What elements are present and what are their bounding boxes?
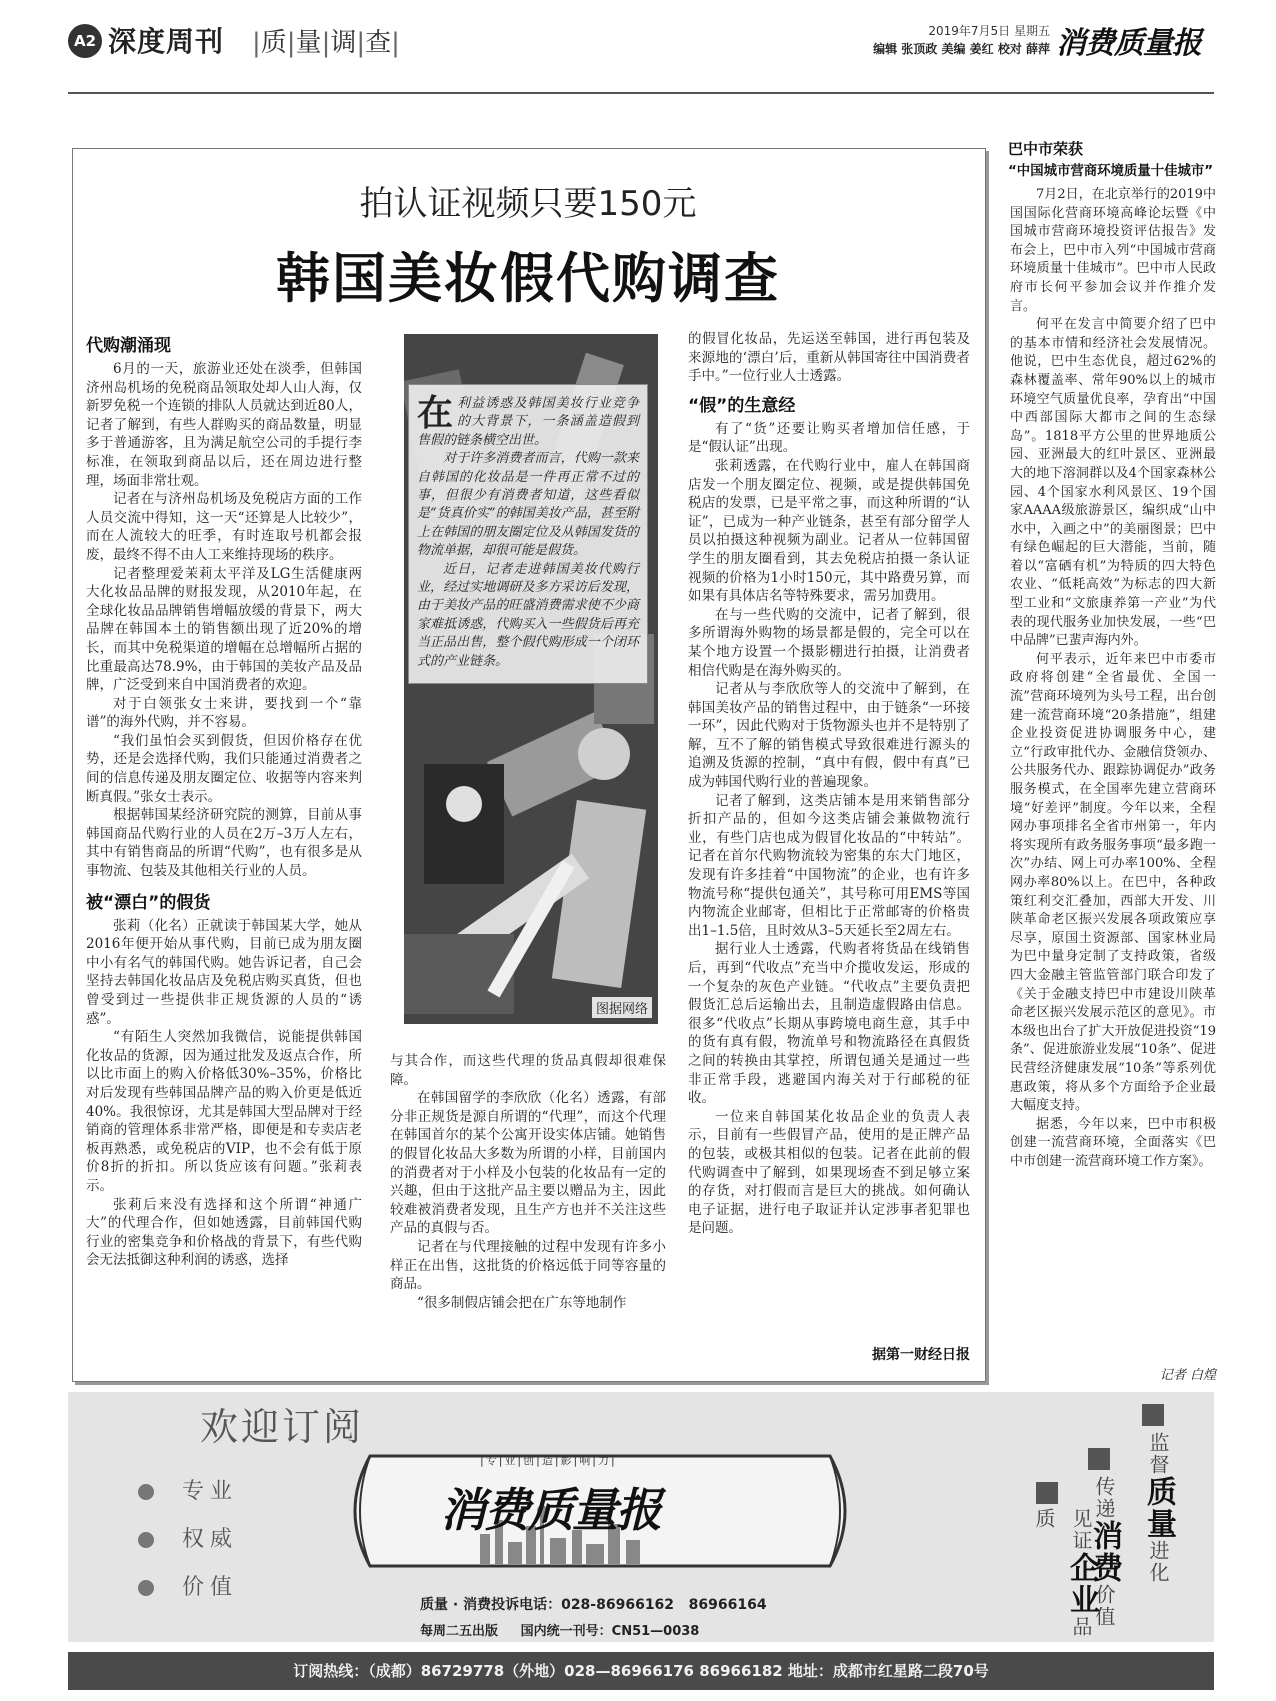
col3-paragraph: 在与一些代购的交流中，记者了解到，很多所谓海外购物的场景都是假的，完全可以在某个地方设置一个摄影棚进行拍摄，让消费者相信代购是在海外购买的。 <box>688 606 970 679</box>
lead-paragraph: 对于许多消费者而言，代购一款来自韩国的化妆品是一件再正常不过的事，但很少有消费者知道，这些看似是“货真价实”的韩国美妆产品，甚至附上在韩国的朋友圈定位及从韩国发货的物流单据，却很可能是假货。 <box>417 451 639 559</box>
col1-heading-1: 代购潮涌现 <box>86 336 171 356</box>
col2-paragraph: 在韩国留学的李欣欣（化名）透露，有部分非正规货是源自所谓的“代理”，而这个代理在韩国首尔的某个公寓开设实体店铺。她销售的假冒化妆品大多数为所谓的小样，目前国内的消费者对于小样及小包装的化妆品有一定的兴趣，但由于这批产品主要以赠品为主，因此较难被消费者发现，且生产方也并不关注这些产品的真假与否。 <box>390 1090 666 1237</box>
col3-paragraph: 记者了解到，这类店铺本是用来销售部分折扣产品的，但如今这类店铺会兼做物流行业，有些门店也成为假冒化妆品的“中转站”。记者在首尔代购物流较为密集的东大门地区，发现有许多挂着“中国物流”的企业，也有许多物流号称“提供包通关”，其号称可用EMS等国内物流企业邮寄，但相比于正常邮寄的价格贵出1–1.5倍，且时效从3–5天延长至2周左右。 <box>688 792 970 939</box>
ad-slogan: 传递消费价值 <box>1087 1476 1122 1628</box>
article-column-1 <box>86 330 362 1372</box>
page-badge <box>68 24 102 58</box>
ad-phone-2: 86966164 <box>688 1597 767 1613</box>
col1-paragraph: 记者在与济州岛机场及免税店方面的工作人员交流中得知，这一天“还算是人比较少”，而在人流较大的旺季，有时连取号机都会报废，最终不得不由人工来维持现场的秩序。 <box>86 491 362 563</box>
page-badge-text: A2 <box>73 32 97 50</box>
ad-bullet: 价值 <box>138 1570 238 1601</box>
col3-paragraph: 一位来自韩国某化妆品企业的负责人表示，目前有一些假冒产品，使用的是正牌产品的包装，或极其相似的包装。记者在此前的假代购调查中了解到，如果现场查不到足够立案的存货，对打假而言是巨大的挑战。如何确认电子证据，进行电子取证并认定涉事者犯罪也是问题。 <box>688 1108 970 1237</box>
col1-paragraph: “有陌生人突然加我微信，说能提供韩国化妆品的货源，因为通过批发及返点合作，所以比市面上的购入价格低30%–35%，价格比对后发现有些韩国品牌产品的购入价更是低近40%。我很惊讶，尤其是韩国大型品牌对于经销商的管理体系非常严格，即便是和专卖店老板再熟悉，或免税店的VIP，也不会有低于原价8折的折扣。所以货应该有问题。”张莉表示。 <box>86 1029 362 1194</box>
side-title-2: “中国城市营商环境质量十佳城市” <box>1008 164 1214 179</box>
ad-phone-1: 028-86966162 <box>561 1597 675 1613</box>
section-subtitle: |质|量|调|查| <box>252 28 400 58</box>
article-column-2 <box>390 1052 666 1372</box>
ad-phone-label: 质量 · 消费投诉电话： <box>420 1597 562 1613</box>
photo-credit: 图据网络 <box>592 997 652 1018</box>
side-title-1: 巴中市荣获 <box>1008 140 1084 158</box>
ad-issue: 每周二五出版 <box>420 1624 499 1639</box>
bullet-dot-icon <box>138 1580 154 1596</box>
bullet-dot-icon <box>138 1532 154 1548</box>
col1-paragraph: 6月的一天，旅游业还处在淡季，但韩国济州岛机场的免税商品领取处却人山人海，仅新罗免税一个连锁的排队人员就达到近80人，记者了解到，有些人群购买的商品数量，明显多于普通游客，且为满足航空公司的手提行李标准，在领取到商品以后，还在周边进行整理，场面非常壮观。 <box>86 361 362 489</box>
col3-paragraph: 张莉透露，在代购行业中，雇人在韩国商店发一个朋友圈定位、视频，或是提供韩国免税店的发票，已是平常之事，而这种所谓的“认证”，已成为一种产业链条，甚至有部分留学人员以拍摄这种视频为副业。记者从一位韩国留学生的朋友圈看到，其去免税店拍摄一条认证视频的价格为1小时150元，其中路费另算，而如果有具体店名等特殊要求，需另加费用。 <box>688 457 970 605</box>
ad-cn-number: 国内统一刊号：CN51—0038 <box>520 1624 700 1639</box>
col2-paragraph: 与其合作，而这些代理的货品真假却很难保障。 <box>390 1053 666 1088</box>
ad-phone-line <box>420 1594 767 1614</box>
ad-square-marker <box>1088 1448 1110 1470</box>
lead-paragraph: 近日，记者走进韩国美妆代购行业，经过实地调研及多方采访后发现，由于美妆产品的旺盛消费需求使不少商家难抵诱惑，代购买入一些假货后再充当正品出售，整个假代购形成一个闭环式的产业链条。 <box>417 561 639 669</box>
col3-paragraph: 据行业人士透露，代购者将货品在线销售后，再到“代收点”充当中介揽收发运，形成的一个复杂的灰色产业链。“代收点”主要负责把假货汇总后运输出去，且制造虚假路由信息。很多“代收点”长期从事跨境电商生意，其手中的货有真有假，物流单号和物流路径在真假货之间的转换由其掌控，所谓包通关是通过一些非正常手段，逃避国内海关对于行邮税的征收。 <box>688 941 970 1107</box>
article-column-3 <box>688 330 970 1340</box>
lead-box <box>408 384 648 684</box>
col3-paragraph: 记者从与李欣欣等人的交流中了解到，在韩国美妆产品的销售过程中，由于链条“一环接一环”，因此代购对于货物源头也并不是特别了解，互不了解的销售模式导致很难进行源头的追溯及货源的控制，“真中有假，假中有真”已成为韩国代购行业的普遍现象。 <box>688 681 970 791</box>
section-title: 深度周刊 <box>108 25 225 58</box>
col1-heading-2: 被“漂白”的假货 <box>86 892 211 913</box>
side-column <box>1010 186 1216 1362</box>
ad-slogan: 见证企业品质 <box>1032 1508 1099 1638</box>
col1-paragraph: 张莉后来没有选择和这个所谓“神通广大”的代理合作，但如她透露，目前韩国代购行业的密集竞争和价格战的背景下，有些代购会无法抵御这种利润的诱惑，选择 <box>86 1196 362 1269</box>
ad-bullet: 权威 <box>138 1522 238 1553</box>
col3-paragraph: 有了“货”还要让购买者增加信任感，于是“假认证”出现。 <box>688 420 970 456</box>
ad-welcome: 欢迎订阅 <box>200 1405 365 1449</box>
article-photo <box>404 334 658 1024</box>
page-header <box>0 0 1276 70</box>
article-title: 韩国美妆假代购调查 <box>276 247 780 310</box>
col1-paragraph: 记者整理爱茉莉太平洋及LG生活健康两大化妆品品牌的财报发现，从2010年起，在全球化妆品品牌销售增幅放缓的背景下，两大品牌在韩国本土的销售额出现了近20%的增长，而其中免税渠道的增幅在总增幅所占据的比重最高达78.9%，由于韩国的美妆产品及品牌，广泛受到来自中国消费者的欢迎。 <box>86 565 362 694</box>
col3-heading: “假”的生意经 <box>688 395 796 416</box>
lead-drop-char: 在 <box>417 392 454 434</box>
col1-paragraph: 根据韩国某经济研究院的测算，目前从事韩国商品代购行业的人员在2万–3万人左右，其中有销售商品的所谓“代购”，也有很多是从事物流、包装及其他相关行业的人员。 <box>86 807 362 880</box>
ad-issue-line <box>420 1620 699 1639</box>
ad-slogan: 监督质量进化 <box>1141 1432 1176 1584</box>
header-rule <box>68 92 1214 94</box>
header-date: 2019年7月5日 星期五 <box>928 24 1050 38</box>
col1-paragraph: “我们虽怕会买到假货，但因价格存在优势，还是会选择代购，我们只能通过消费者之间的信息传递及朋友圈定位、收据等内容来判断真假。”张女士表示。 <box>86 732 362 805</box>
side-author: 记者 白煌 <box>1159 1368 1216 1383</box>
header-editors: 编辑 张顶政 美编 姜红 校对 薛萍 <box>873 42 1050 56</box>
col1-paragraph: 对于白领张女士来讲，要找到一个“靠谱”的海外代购，并不容易。 <box>86 695 362 731</box>
logo-scroll <box>340 1436 860 1586</box>
article-subtitle: 拍认证视频只要150元 <box>359 184 697 224</box>
ad-bullet: 专业 <box>138 1474 238 1505</box>
side-paragraph: 据悉，今年以来，巴中市积极创建一流营商环境，全面落实《巴中市创建一流营商环境工作方案》。 <box>1010 1116 1216 1169</box>
ad-logo: 消费质量报 <box>440 1483 660 1537</box>
paper-logo: 消费质量报 <box>1056 26 1201 61</box>
side-paragraph: 何平在发言中简要介绍了巴中的基本市情和经济社会发展情况。他说，巴中生态优良，超过62%的森林覆盖率、常年90%以上的城市环境空气质量优良率，孕育出“中国中西部国际大都市之间的生态绿岛”。1818平方公里的世界地质公园、亚洲最大的红叶景区、亚洲最大的地下溶洞群以及4个国家森林公园、4个国家水利风景区、19个国家AAAA级旅游景区，编织成“山中水中，入画之中”的美丽图景；巴中有绿色崛起的巨大潜能，当前，随着以“富硒有机”为特质的四大特色农业、“低耗高效”为标志的四大新型工业和“文旅康养第一产业”为代表的现代服务业加快发展，一些“巴中品牌”已蜚声海内外。 <box>1010 317 1216 649</box>
col1-paragraph: 张莉（化名）正就读于韩国某大学，她从2016年便开始从事代购，目前已成为朋友圈中小有名气的韩国代购。她告诉记者，自己会坚持去韩国化妆品店及免税店购买真货，但也曾受到过一些提供非正规货源的人员的“诱惑”。 <box>86 917 362 1027</box>
ad-square-marker <box>1036 1482 1058 1504</box>
bullet-dot-icon <box>138 1484 154 1500</box>
article-source: 据第一财经日报 <box>872 1347 970 1363</box>
logo-banner-text: |专|业|创|造|影|响|力| <box>480 1454 617 1467</box>
ad-footer-text: 订阅热线：（成都）86729778（外地）028—86966176 86966182 地址：成都市红星路二段70号 <box>293 1662 989 1680</box>
col3-paragraph: 的假冒化妆品，先运送至韩国，进行再包装及来源地的‘漂白’后，重新从韩国寄往中国消费者手中。”一位行业人士透露。 <box>688 331 970 385</box>
col2-paragraph: “很多制假店铺会把在广东等地制作 <box>417 1294 627 1311</box>
ad-square-marker <box>1142 1404 1164 1426</box>
side-paragraph: 何平表示，近年来巴中市委市政府将创建“全省最优、全国一流”营商环境列为头号工程，出台创建一流营商环境“20条措施”，组建企业投资促进协调服务中心，建立“行政审批代办、金融信贷领办、公共服务代办、跟踪协调促办”政务服务模式，在全国率先建立营商环境“好差评”制度。今年以来，全程网办事项排名全省市州第一，年内将实现所有政务服务事项“最多跑一次”办结、网上可办率100%、全程网办率80%以上。在巴中，各种政策红利交汇叠加，西部大开发、川陕革命老区振兴发展各项政策应享尽享，原国土资源部、国家林业局为巴中量身定制了支持政策，省级四大金融主管监管部门联合印发了《关于金融支持巴中市建设川陕革命老区振兴发展示范区的意见》。市本级也出台了扩大开放促进投资“19条”、促进旅游业发展“10条”、促进民营经济健康发展“10条”等系列优惠政策，将从多个方面给予企业最大幅度支持。 <box>1010 651 1216 1114</box>
side-paragraph: 7月2日，在北京举行的2019中国国际化营商环境高峰论坛暨《中国城市营商环境投资评估报告》发布会上，巴中市入列“中国城市营商环境质量十佳城市”。巴中市人民政府市长何平参加会议并作推介发言。 <box>1010 187 1216 314</box>
lead-first-paragraph: 利益诱惑及韩国美妆行业竞争的大背景下，一条涵盖造假到售假的链条横空出世。 <box>417 396 639 448</box>
col2-paragraph: 记者在与代理接触的过程中发现有许多小样正在出售，这批货的价格远低于同等容量的商品。 <box>390 1238 666 1293</box>
